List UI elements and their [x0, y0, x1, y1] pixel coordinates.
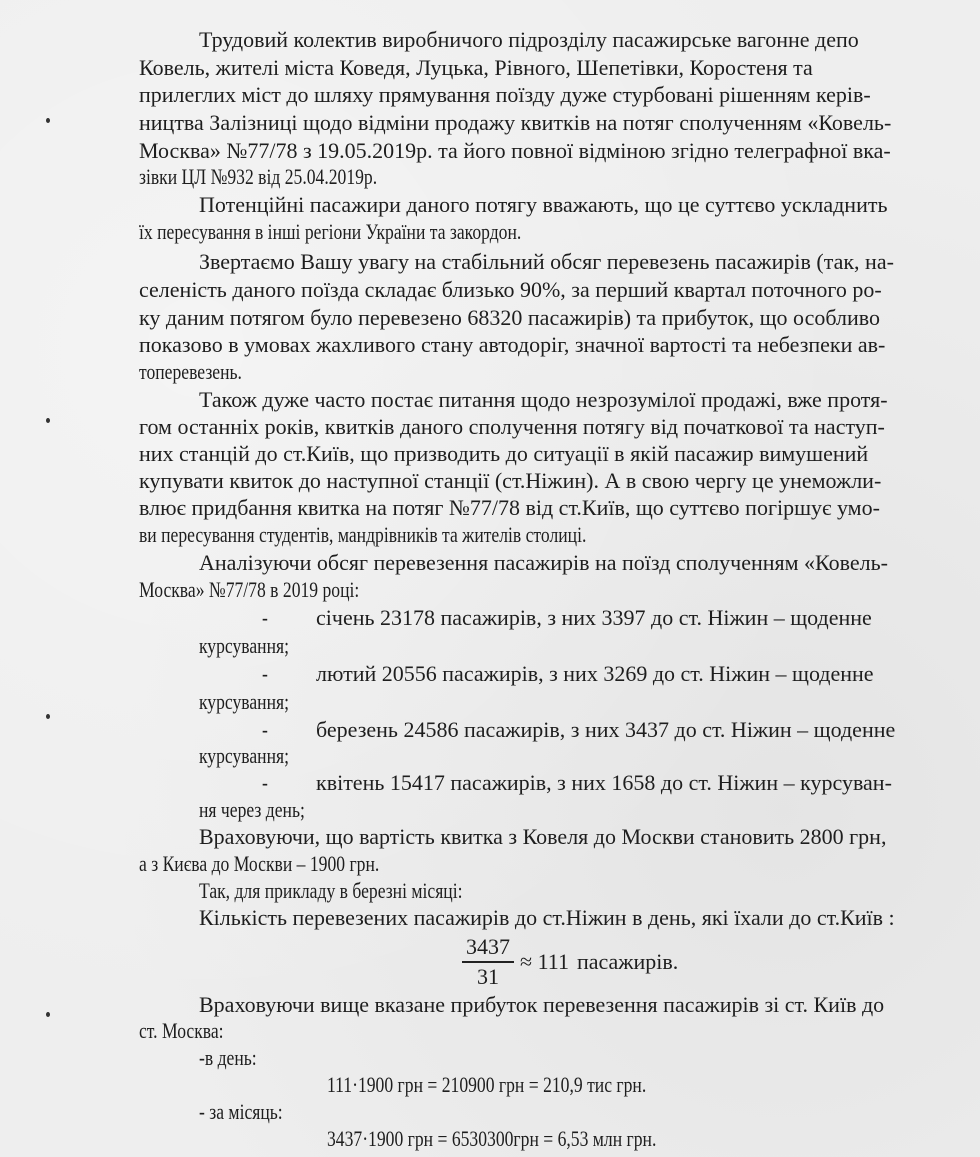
- bullet-dash: -: [262, 661, 268, 686]
- per-day-label: -в день:: [199, 1045, 257, 1070]
- text-line: топеревезень.: [139, 359, 242, 384]
- text-line: січень 23178 пасажирів, з них 3397 до ст. Ніжин – щоденне: [316, 605, 872, 630]
- text-line: Трудовий колектив виробничого підрозділу пасажирське вагонне депо: [199, 27, 859, 52]
- text-line: селеність даного поїзда складає близько 90%, за перший квартал поточного ро-: [139, 277, 882, 302]
- text-line: ництва Залізниці щодо відміни продажу квитків на потяг сполученням «Ковель-: [139, 110, 892, 135]
- text-line: їх пересування в інші регіони України та закордон.: [139, 219, 522, 244]
- bullet-dash: -: [262, 605, 268, 630]
- text-line: Москва» №77/78 з 19.05.2019р. та його повної відміною згідно телеграфної вка-: [139, 138, 891, 163]
- fraction-numerator: 3437: [466, 934, 510, 959]
- text-line: прилеглих міст до шляху прямування поїзду дуже стурбовані рішенням керів-: [139, 82, 871, 107]
- text-line: квітень 15417 пасажирів, з них 1658 до ст. Ніжин – курсуван-: [316, 770, 892, 795]
- fraction-stack: [462, 935, 514, 989]
- example-intro: Так, для прикладу в березні місяці:: [199, 878, 463, 903]
- per-day-formula: 111·1900 грн = 210900 грн = 210,9 тис грн.: [327, 1072, 647, 1097]
- text-line: гом останніх років, квитків даного сполучення потягу від початкової та наступ-: [139, 414, 885, 439]
- text-line: Ковель, жителі міста Коведя, Луцька, Рівного, Шепетівки, Коростеня та: [139, 55, 813, 80]
- text-line: зівки ЦЛ №932 від 25.04.2019р.: [139, 164, 378, 189]
- text-line: Враховуючи вище вказане прибуток перевезення пасажирів зі ст. Київ до: [199, 992, 885, 1017]
- count-intro: Кількість перевезених пасажирів до ст.Ніжин в день, які їхали до ст.Київ :: [199, 905, 895, 930]
- scan-speck: [46, 1012, 50, 1017]
- text-line: курсування;: [199, 633, 289, 658]
- text-line: ня через день;: [199, 797, 305, 822]
- fraction-result: ≈ 111: [520, 948, 569, 974]
- fraction-bar: [462, 961, 514, 963]
- text-line: Звертаємо Вашу увагу на стабільний обсяг перевезень пасажирів (так, на-: [199, 249, 894, 274]
- text-line: курсування;: [199, 689, 289, 714]
- scan-speck: [46, 118, 50, 123]
- text-line: Враховуючи, що вартість квитка з Ковеля до Москви становить 2800 грн,: [199, 824, 887, 849]
- per-month-label: - за місяць:: [199, 1099, 283, 1124]
- text-line: березень 24586 пасажирів, з них 3437 до ст. Ніжин – щоденне: [316, 717, 896, 742]
- scan-speck: [46, 714, 50, 719]
- fraction-denominator: 31: [477, 963, 499, 989]
- text-line: лютий 20556 пасажирів, з них 3269 до ст. Ніжин – щоденне: [316, 661, 874, 686]
- bullet-dash: -: [262, 717, 268, 742]
- fraction-formula: [462, 935, 678, 989]
- text-line: а з Києва до Москви – 1900 грн.: [139, 851, 380, 876]
- text-line: Москва» №77/78 в 2019 році:: [139, 577, 360, 602]
- text-line: купувати квиток до наступної станції (ст.Ніжин). А в свою чергу це унеможли-: [139, 468, 882, 493]
- text-line: ку даним потягом було перевезено 68320 пасажирів) та прибуток, що особливо: [139, 305, 880, 330]
- text-line: Аналізуючи обсяг перевезення пасажирів на поїзд сполученням «Ковель-: [199, 550, 888, 575]
- text-line: показово в умовах жахливого стану автодоріг, значної вартості та небезпеки ав-: [139, 332, 886, 357]
- text-line: ст. Москва:: [139, 1018, 224, 1043]
- text-line: влює придбання квитка на потяг №77/78 від ст.Київ, що суттєво погіршує умо-: [139, 495, 880, 520]
- text-line: Потенційні пасажири даного потягу вважають, що це суттєво ускладнить: [199, 192, 888, 217]
- bullet-dash: -: [262, 770, 268, 795]
- text-line: ви пересування студентів, мандрівників та жителів столиці.: [139, 522, 587, 547]
- text-line: них станцій до ст.Київ, що призводить до ситуації в якій пасажир вимушений: [139, 441, 869, 466]
- text-line: курсування;: [199, 743, 289, 768]
- text-line: Також дуже часто постає питання щодо незрозумілої продажі, вже протя-: [199, 387, 888, 412]
- scan-speck: [46, 418, 50, 423]
- per-month-formula: 3437·1900 грн = 6530300грн = 6,53 млн грн.: [327, 1126, 657, 1151]
- fraction-unit: пасажирів.: [576, 948, 679, 974]
